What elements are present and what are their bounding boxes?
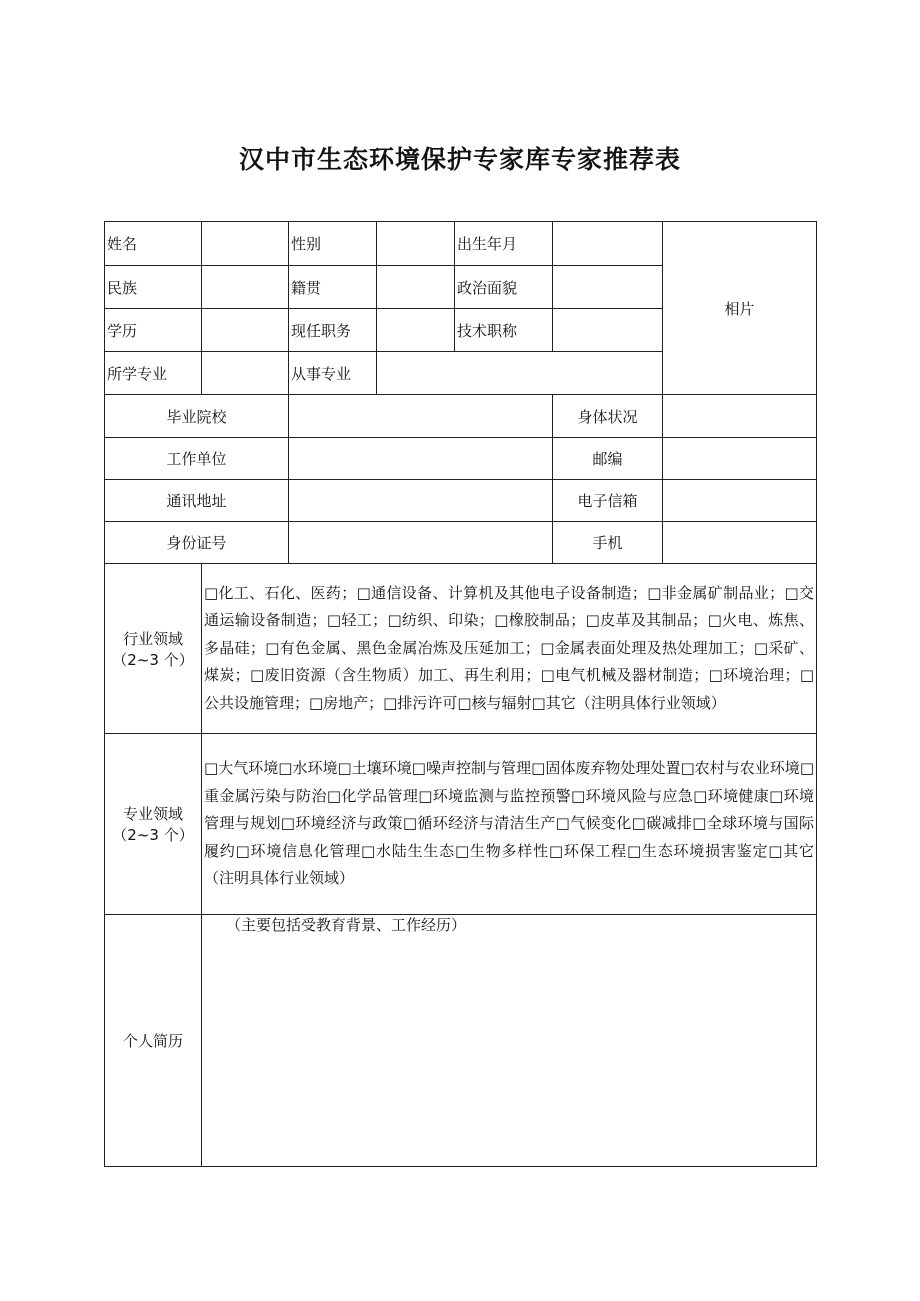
current-position-field[interactable]	[377, 309, 455, 352]
employer-field[interactable]	[289, 438, 553, 480]
major-engaged-label: 从事专业	[289, 352, 377, 395]
birth-label: 出生年月	[455, 222, 553, 266]
postcode-field[interactable]	[663, 438, 817, 480]
specialty-options[interactable]: □大气环境□水环境□土壤环境□噪声控制与管理□固体废弃物处理处置□农村与农业环境□重金属污染与防治□化学品管理□环境监测与监控预警□环境风险与应急□环境健康□环境管理与规划□环境经济与政策□循环经济与清洁生产□气候变化□碳减排□全球环境与国际履约□环境信息化管理□水陆生生态□生物多样性□环保工程□生态环境损害鉴定□其它（注明具体行业领域）	[202, 734, 817, 915]
name-field[interactable]	[202, 222, 289, 266]
health-field[interactable]	[663, 395, 817, 438]
recommendation-form	[104, 221, 817, 1167]
political-status-label: 政治面貌	[455, 266, 553, 309]
specialty-label	[105, 734, 202, 915]
native-place-label: 籍贯	[289, 266, 377, 309]
industry-label-text: 行业领域	[122, 629, 183, 648]
resume-note: （主要包括受教育背景、工作经历）	[226, 916, 467, 934]
address-field[interactable]	[289, 480, 553, 522]
id-number-label: 身份证号	[105, 522, 289, 564]
education-field[interactable]	[202, 309, 289, 352]
mobile-label: 手机	[553, 522, 663, 564]
ethnicity-label: 民族	[105, 266, 202, 309]
page-title: 汉中市生态环境保护专家库专家推荐表	[238, 145, 681, 174]
health-label: 身体状况	[553, 395, 663, 438]
specialty-label-text: 专业领域	[122, 805, 183, 823]
specialty-count-text: （2~3 个）	[112, 826, 194, 844]
name-label: 姓名	[105, 222, 202, 266]
ethnicity-field[interactable]	[202, 266, 289, 309]
resume-field[interactable]	[202, 915, 817, 1167]
resume-label: 个人简历	[105, 915, 202, 1167]
birth-field[interactable]	[553, 222, 663, 266]
email-field[interactable]	[663, 480, 817, 522]
photo-box[interactable]: 相片	[663, 222, 817, 395]
gender-label: 性别	[289, 222, 377, 266]
employer-label: 工作单位	[105, 438, 289, 480]
school-field[interactable]	[289, 395, 553, 438]
major-engaged-field[interactable]	[377, 352, 663, 395]
gender-field[interactable]	[377, 222, 455, 266]
major-studied-field[interactable]	[202, 352, 289, 395]
email-label: 电子信箱	[553, 480, 663, 522]
current-position-label: 现任职务	[289, 309, 377, 352]
industry-label	[105, 564, 202, 734]
major-studied-label: 所学专业	[105, 352, 202, 395]
technical-title-label: 技术职称	[455, 309, 553, 352]
mobile-field[interactable]	[663, 522, 817, 564]
technical-title-field[interactable]	[553, 309, 663, 352]
industry-options[interactable]: □化工、石化、医药；□通信设备、计算机及其他电子设备制造；□非金属矿制品业；□交通运输设备制造；□轻工；□纺织、印染；□橡胶制品；□皮革及其制品；□火电、炼焦、多晶硅；□有色金属、黑色金属冶炼及压延加工；□金属表面处理及热处理加工；□采矿、煤炭；□废旧资源（含生物质）加工、再生利用；□电气机械及器材制造；□环境治理；□公共设施管理；□房地产；□排污许可□核与辐射□其它（注明具体行业领域）	[202, 564, 817, 734]
industry-count-text: （2~3 个）	[112, 650, 194, 669]
id-number-field[interactable]	[289, 522, 553, 564]
school-label: 毕业院校	[105, 395, 289, 438]
postcode-label: 邮编	[553, 438, 663, 480]
education-label: 学历	[105, 309, 202, 352]
native-place-field[interactable]	[377, 266, 455, 309]
address-label: 通讯地址	[105, 480, 289, 522]
political-status-field[interactable]	[553, 266, 663, 309]
